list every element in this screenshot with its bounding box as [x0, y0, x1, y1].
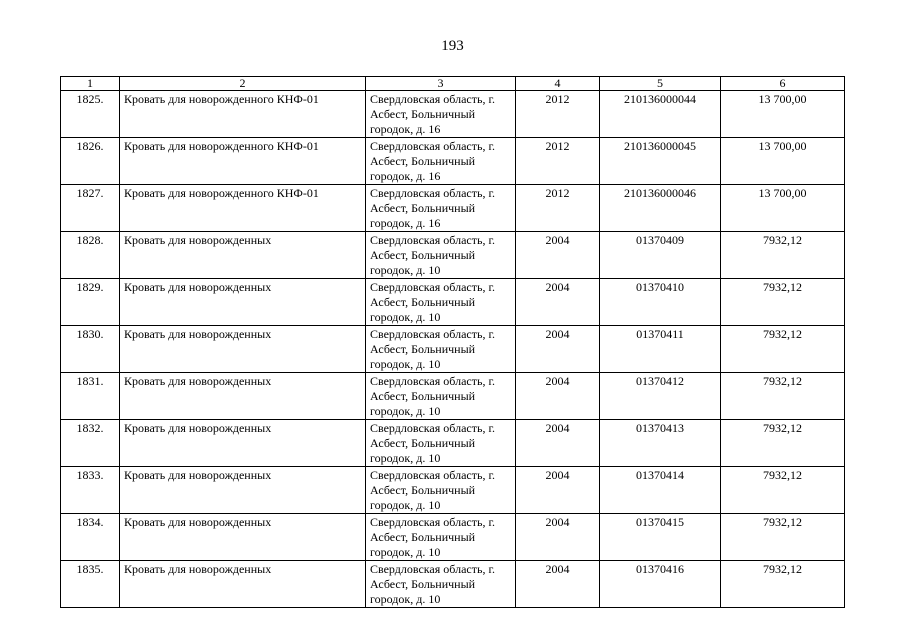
inventory-number: 01370413 [600, 420, 721, 467]
item-cost: 7932,12 [721, 232, 845, 279]
item-cost: 13 700,00 [721, 91, 845, 138]
item-cost: 7932,12 [721, 279, 845, 326]
item-cost: 13 700,00 [721, 138, 845, 185]
row-number: 1829. [61, 279, 120, 326]
table-row [61, 185, 845, 232]
item-cost: 7932,12 [721, 514, 845, 561]
row-number: 1832. [61, 420, 120, 467]
inventory-number: 01370411 [600, 326, 721, 373]
row-number: 1833. [61, 467, 120, 514]
table-row [61, 467, 845, 514]
item-name: Кровать для новорожденных [120, 514, 366, 561]
table-row [61, 514, 845, 561]
item-name: Кровать для новорожденных [120, 326, 366, 373]
row-number: 1826. [61, 138, 120, 185]
item-address: Свердловская область, г. Асбест, Больничный городок, д. 10 [366, 373, 516, 420]
item-address: Свердловская область, г. Асбест, Больничный городок, д. 10 [366, 232, 516, 279]
item-address: Свердловская область, г. Асбест, Больничный городок, д. 10 [366, 420, 516, 467]
row-number: 1825. [61, 91, 120, 138]
item-name: Кровать для новорожденных [120, 467, 366, 514]
item-name: Кровать для новорожденных [120, 561, 366, 608]
table-row [61, 279, 845, 326]
item-name: Кровать для новорожденного КНФ-01 [120, 91, 366, 138]
row-number: 1827. [61, 185, 120, 232]
item-address: Свердловская область, г. Асбест, Больничный городок, д. 16 [366, 138, 516, 185]
item-name: Кровать для новорожденных [120, 373, 366, 420]
item-year: 2004 [516, 232, 600, 279]
item-name: Кровать для новорожденных [120, 232, 366, 279]
inventory-number: 01370415 [600, 514, 721, 561]
column-header-1: 1 [61, 77, 120, 91]
inventory-number: 01370416 [600, 561, 721, 608]
item-address: Свердловская область, г. Асбест, Больничный городок, д. 10 [366, 561, 516, 608]
item-year: 2004 [516, 514, 600, 561]
row-number: 1831. [61, 373, 120, 420]
row-number: 1830. [61, 326, 120, 373]
item-year: 2012 [516, 138, 600, 185]
table-header [61, 77, 845, 91]
item-address: Свердловская область, г. Асбест, Больничный городок, д. 10 [366, 279, 516, 326]
item-year: 2004 [516, 467, 600, 514]
table-row [61, 138, 845, 185]
item-name: Кровать для новорожденных [120, 420, 366, 467]
column-header-4: 4 [516, 77, 600, 91]
item-cost: 13 700,00 [721, 185, 845, 232]
table-body [61, 91, 845, 608]
column-header-5: 5 [600, 77, 721, 91]
header-row [61, 77, 845, 91]
item-year: 2004 [516, 326, 600, 373]
inventory-number: 01370410 [600, 279, 721, 326]
item-address: Свердловская область, г. Асбест, Больничный городок, д. 10 [366, 467, 516, 514]
row-number: 1828. [61, 232, 120, 279]
item-cost: 7932,12 [721, 561, 845, 608]
table-row [61, 326, 845, 373]
column-header-6: 6 [721, 77, 845, 91]
item-address: Свердловская область, г. Асбест, Больничный городок, д. 16 [366, 185, 516, 232]
item-cost: 7932,12 [721, 373, 845, 420]
item-year: 2004 [516, 561, 600, 608]
item-address: Свердловская область, г. Асбест, Больничный городок, д. 16 [366, 91, 516, 138]
page-number: 193 [441, 38, 464, 54]
table-row [61, 373, 845, 420]
column-header-3: 3 [366, 77, 516, 91]
item-cost: 7932,12 [721, 467, 845, 514]
table-row [61, 561, 845, 608]
table-row [61, 91, 845, 138]
registry-table [60, 76, 845, 608]
item-name: Кровать для новорожденных [120, 279, 366, 326]
item-name: Кровать для новорожденного КНФ-01 [120, 138, 366, 185]
inventory-number: 210136000045 [600, 138, 721, 185]
item-cost: 7932,12 [721, 420, 845, 467]
item-name: Кровать для новорожденного КНФ-01 [120, 185, 366, 232]
row-number: 1834. [61, 514, 120, 561]
item-address: Свердловская область, г. Асбест, Больничный городок, д. 10 [366, 326, 516, 373]
table-row [61, 232, 845, 279]
item-year: 2012 [516, 91, 600, 138]
item-year: 2012 [516, 185, 600, 232]
inventory-number: 01370409 [600, 232, 721, 279]
item-year: 2004 [516, 420, 600, 467]
inventory-number: 210136000046 [600, 185, 721, 232]
row-number: 1835. [61, 561, 120, 608]
inventory-number: 01370414 [600, 467, 721, 514]
column-header-2: 2 [120, 77, 366, 91]
item-year: 2004 [516, 373, 600, 420]
table-row [61, 420, 845, 467]
item-year: 2004 [516, 279, 600, 326]
inventory-number: 210136000044 [600, 91, 721, 138]
item-cost: 7932,12 [721, 326, 845, 373]
item-address: Свердловская область, г. Асбест, Больничный городок, д. 10 [366, 514, 516, 561]
inventory-number: 01370412 [600, 373, 721, 420]
